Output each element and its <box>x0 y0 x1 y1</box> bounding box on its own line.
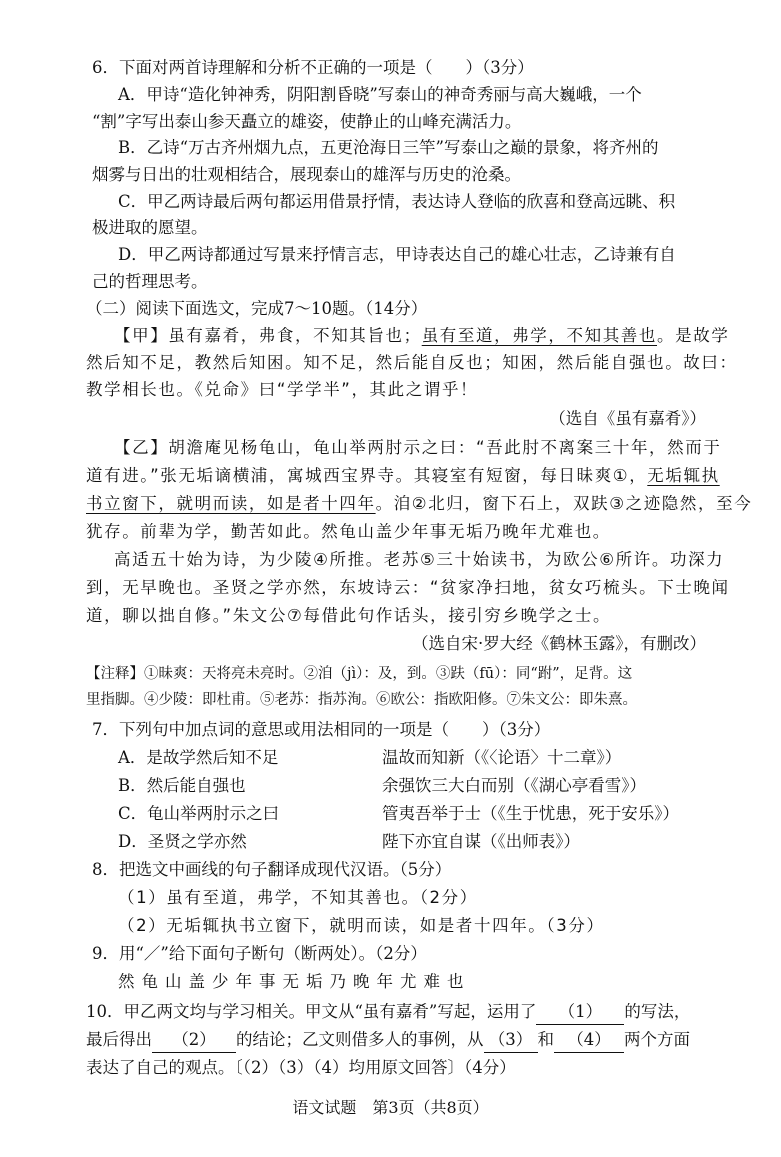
annotation-line2: 里指脚。④少陵：即杜甫。⑤老苏：指苏洵。⑥欧公：指欧阳修。⑦朱文公：即朱熹。 <box>86 692 637 708</box>
passage-yi-line1: 【乙】胡澹庵见杨龟山，龟山举两肘示之曰：“吾此肘不离案三十年，然而于 <box>114 438 722 457</box>
page-footer: 语文试题 第3页（共8页） <box>292 1098 489 1117</box>
question-10-line1 <box>86 1000 690 1025</box>
q10-text: 的结论；乙文则借多人的事例，从 <box>236 1030 484 1049</box>
passage-yi-text: 。洎②北归，窗下石上，双趺③之迹隐然，至今 <box>375 494 753 513</box>
question-9: 9．用“／”给下面句子断句（断两处）。（2分） <box>92 944 427 963</box>
q7-option-a-left: A．是故学然后知不足 <box>118 748 279 767</box>
q10-text: 两个方面 <box>624 1030 690 1049</box>
question-6: 6．下面对两首诗理解和分析不正确的一项是（ ）（3分） <box>92 58 534 77</box>
option-d-line2: 己的哲理思考。 <box>92 272 208 291</box>
q8-item-1: （1）虽有至道，弗学，不知其善也。（2分） <box>118 888 478 907</box>
q7-option-c-left: C．龟山举两肘示之曰 <box>118 804 280 823</box>
q10-text: 和 <box>537 1030 554 1049</box>
option-c-line2: 极进取的愿望。 <box>92 218 208 237</box>
underlined-sentence-2b: 书立窗下，就明而读，如是者十四年 <box>86 494 376 513</box>
q7-option-c-right: 管夷吾举于士（《生于忧患，死于安乐》） <box>382 804 679 823</box>
answer-blank-1[interactable]: （1） <box>536 1000 624 1025</box>
option-b-line2: 烟雾与日出的壮观相结合，展现泰山的雄浑与历史的沧桑。 <box>92 165 521 184</box>
option-b-line1: B．乙诗“万古齐州烟九点，五更沧海日三竿”写泰山之巅的景象，将齐州的 <box>118 138 659 157</box>
q9-sentence: 然龟山盖少年事无垢乃晚年尤难也 <box>118 972 471 991</box>
source-yi: （选自宋·罗大经《鹤林玉露》，有删改） <box>412 634 706 653</box>
option-d-line1: D．甲乙两诗都通过写景来抒情言志，甲诗表达自己的雄心壮志，乙诗兼有自 <box>118 245 676 264</box>
q7-option-a-right: 温故而知新（《〈论语〉十二章》） <box>382 748 622 767</box>
passage-jia-text: 。是故学 <box>657 326 730 345</box>
option-a-line1: A．甲诗“造化钟神秀，阴阳割昏晓”写泰山的神奇秀丽与高大巍峨，一个 <box>118 85 642 104</box>
q10-text: 的写法， <box>624 1002 691 1021</box>
q7-option-b-right: 余强饮三大白而别（《湖心亭看雪》） <box>382 776 646 795</box>
option-a-line2: “割”字写出泰山参天矗立的雄姿，使静止的山峰充满活力。 <box>92 112 522 131</box>
passage-yi-line7: 道，聊以拙自修。”朱文公⑦每借此句作话头，接引穷乡晚学之士。 <box>86 606 612 625</box>
passage-jia-line1 <box>114 324 729 348</box>
answer-blank-4[interactable]: （4） <box>554 1028 624 1053</box>
passage-jia-text: 【甲】虽有嘉肴，弗食，不知其旨也； <box>114 326 422 345</box>
answer-blank-3[interactable]: （3） <box>484 1028 538 1053</box>
source-jia: （选自《虽有嘉肴》） <box>549 409 706 428</box>
passage-jia-line3: 教学相长也。《兑命》曰“学学半”，其此之谓乎！ <box>86 380 479 399</box>
underlined-sentence-2a: 无垢辄执 <box>647 466 720 485</box>
passage-yi-line2 <box>86 464 720 488</box>
q7-option-b-left: B．然后能自强也 <box>118 776 246 795</box>
section-heading: （二）阅读下面选文，完成7～10题。（14分） <box>86 299 428 318</box>
passage-yi-text: 道有进。”张无垢谪横浦，寓城西宝界寺。其寝室有短窗，每日昧爽①， <box>86 466 648 485</box>
question-7: 7．下列句中加点词的意思或用法相同的一项是（ ）（3分） <box>92 720 551 739</box>
passage-yi-line3 <box>86 492 752 516</box>
answer-blank-2[interactable]: （2） <box>152 1028 236 1053</box>
question-10-line2 <box>86 1028 690 1053</box>
q10-text: 10．甲乙两文均与学习相关。甲文从“虽有嘉肴”写起，运用了 <box>86 1002 537 1021</box>
passage-jia-line2: 然后知不足，教然后知困。知不足，然后能自反也；知困，然后能自强也。故曰： <box>86 353 738 372</box>
option-c-line1: C．甲乙两诗最后两句都运用借景抒情，表达诗人登临的欣喜和登高远眺、积 <box>118 192 676 211</box>
passage-yi-line5: 高适五十始为诗，为少陵④所推。老苏⑤三十始读书，为欧公⑥所许。功深力 <box>114 550 725 569</box>
passage-yi-line6: 到，无早晚也。圣贤之学亦然，东坡诗云：“贫家净扫地，贫女巧梳头。下士晚闻 <box>86 578 730 597</box>
q8-item-2: （2）无垢辄执书立窗下，就明而读，如是者十四年。（3分） <box>118 916 605 935</box>
q7-option-d-right: 陛下亦宜自谋（《出师表》） <box>382 832 580 851</box>
q10-text: 最后得出 <box>86 1030 152 1049</box>
q7-option-d-left: D．圣贤之学亦然 <box>118 832 247 851</box>
underlined-sentence-1: 虽有至道，弗学，不知其善也 <box>421 326 658 345</box>
question-8: 8．把选文中画线的句子翻译成现代汉语。（5分） <box>92 860 452 879</box>
question-10-line3: 表达了自己的观点。〔（2）（3）（4）均用原文回答〕（4分） <box>86 1058 516 1077</box>
passage-yi-line4: 犹存。前辈为学，勤苦如此。然龟山盖少年事无垢乃晚年尤难也。 <box>86 522 611 541</box>
annotation-line1: 【注释】①昧爽：天将亮未亮时。②洎（jì）：及，到。③趺（fū）：同“跗”，足背。这 <box>86 666 633 682</box>
